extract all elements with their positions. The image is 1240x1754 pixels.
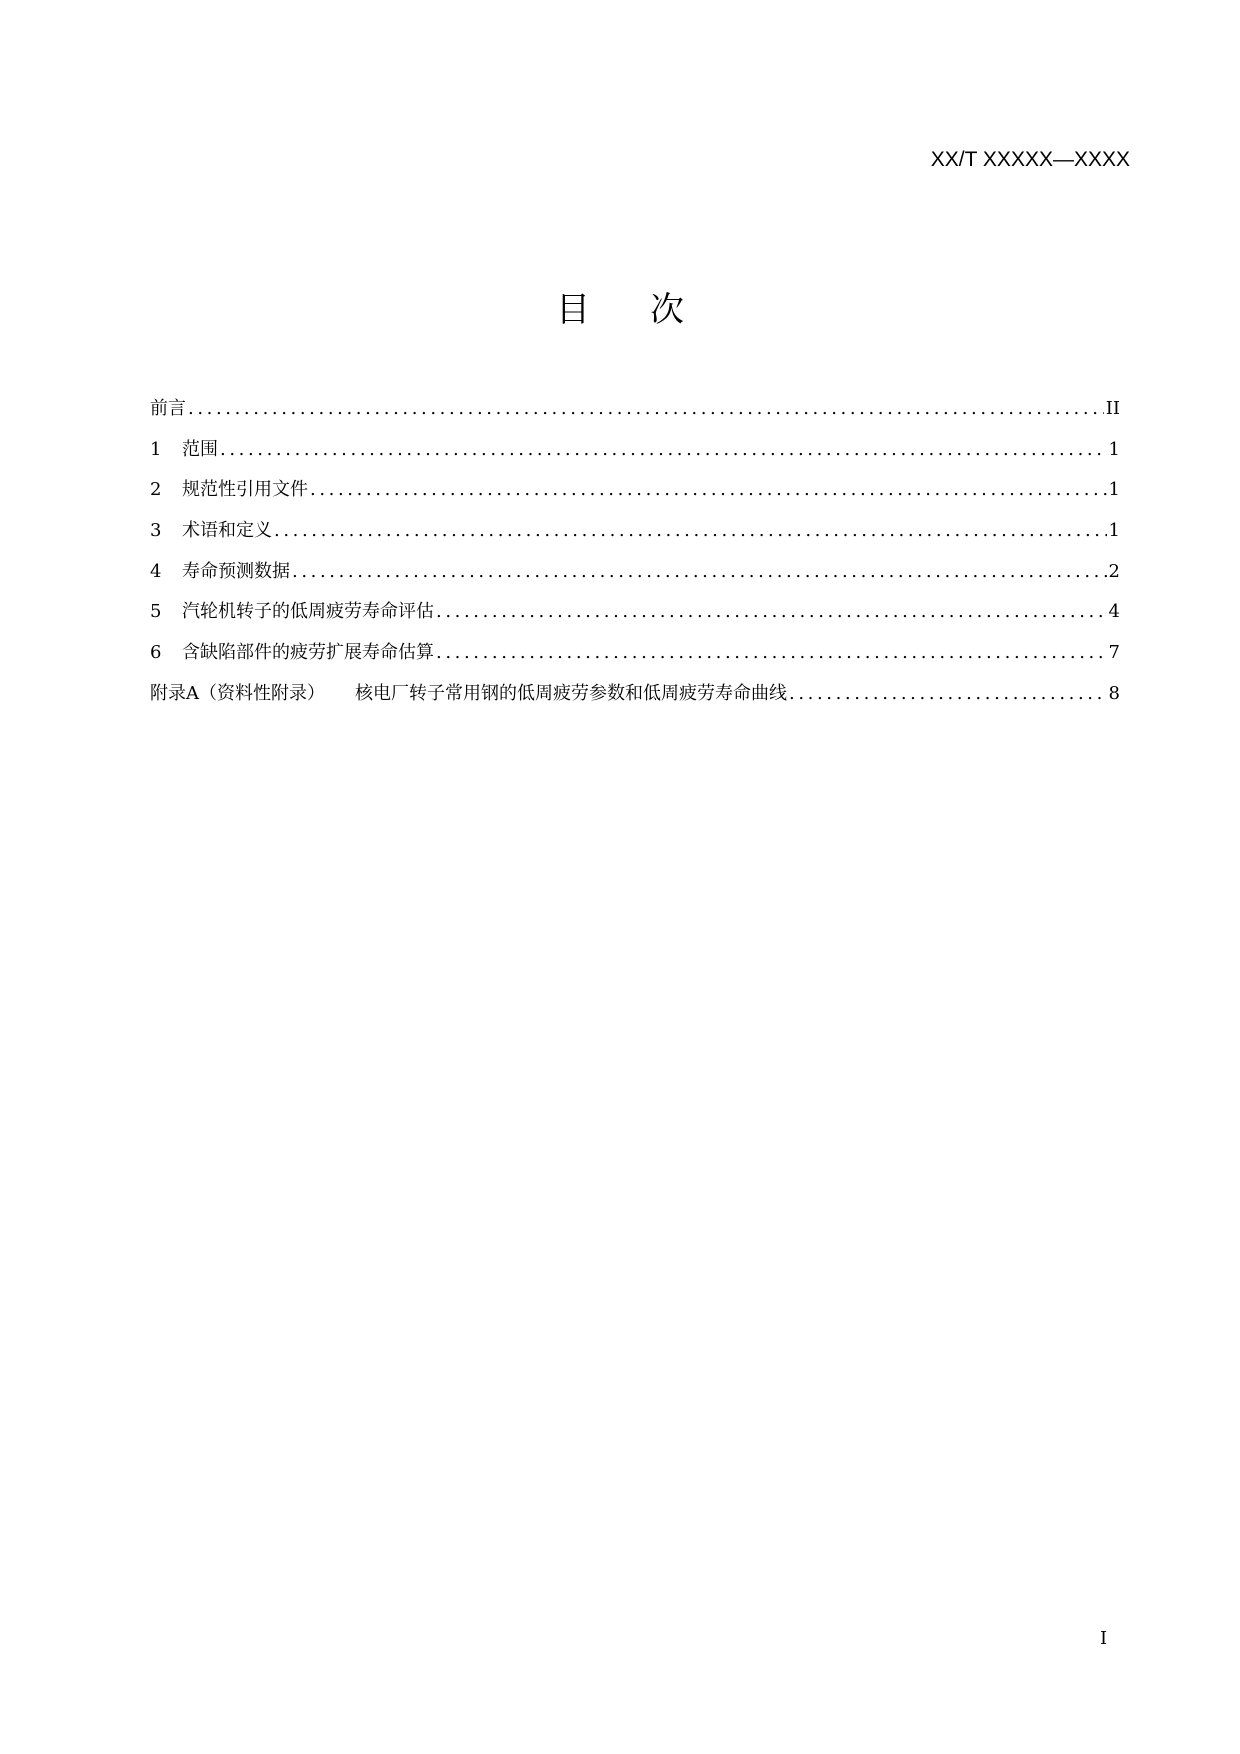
toc-label: 寿命预测数据 (182, 560, 290, 582)
toc-page: 8 (1108, 682, 1120, 704)
toc-item-foreword[interactable] (150, 394, 1120, 435)
toc-page: 1 (1108, 520, 1120, 542)
toc-item-5[interactable] (150, 597, 1120, 638)
toc-item-3[interactable] (150, 516, 1120, 557)
toc-item-appendix-a[interactable] (150, 679, 1120, 720)
toc-page: 1 (1108, 438, 1120, 460)
toc-page: 2 (1108, 560, 1120, 582)
title-char-2: 次 (650, 290, 684, 330)
toc-number: 3 (150, 520, 162, 542)
toc-label: 规范性引用文件 (182, 479, 308, 501)
toc-page: 1 (1108, 479, 1120, 501)
dot-leader (220, 435, 1107, 465)
dot-leader (436, 597, 1107, 627)
toc-page: 4 (1108, 601, 1120, 623)
dot-leader (188, 394, 1104, 424)
table-of-contents (150, 394, 1120, 720)
toc-item-6[interactable] (150, 638, 1120, 679)
toc-label: 含缺陷部件的疲劳扩展寿命估算 (182, 642, 434, 664)
page-title (0, 282, 1240, 331)
toc-number: 1 (150, 438, 162, 460)
toc-number: 5 (150, 601, 162, 623)
toc-item-4[interactable] (150, 557, 1120, 598)
toc-item-2[interactable] (150, 475, 1120, 516)
toc-label: 汽轮机转子的低周疲劳寿命评估 (182, 601, 434, 623)
toc-number: 4 (150, 560, 162, 582)
standard-code: XX/T XXXXX—XXXX (930, 148, 1130, 171)
title-char-1: 目 (556, 290, 590, 330)
dot-leader (292, 557, 1107, 587)
toc-page: 7 (1108, 642, 1120, 664)
appendix-prefix: 附录A（资料性附录） (150, 682, 325, 704)
dot-leader (274, 516, 1107, 546)
toc-label: 前言 (150, 398, 186, 419)
dot-leader (310, 475, 1107, 505)
page-number: I (1100, 1628, 1108, 1649)
toc-number: 2 (150, 479, 162, 501)
toc-page: II (1105, 398, 1120, 419)
toc-number: 6 (150, 642, 162, 664)
dot-leader (436, 638, 1107, 668)
toc-label: 范围 (182, 438, 218, 460)
toc-label: 核电厂转子常用钢的低周疲劳参数和低周疲劳寿命曲线 (355, 682, 787, 704)
toc-label: 术语和定义 (182, 520, 272, 542)
dot-leader (789, 679, 1107, 709)
toc-item-1[interactable] (150, 435, 1120, 476)
